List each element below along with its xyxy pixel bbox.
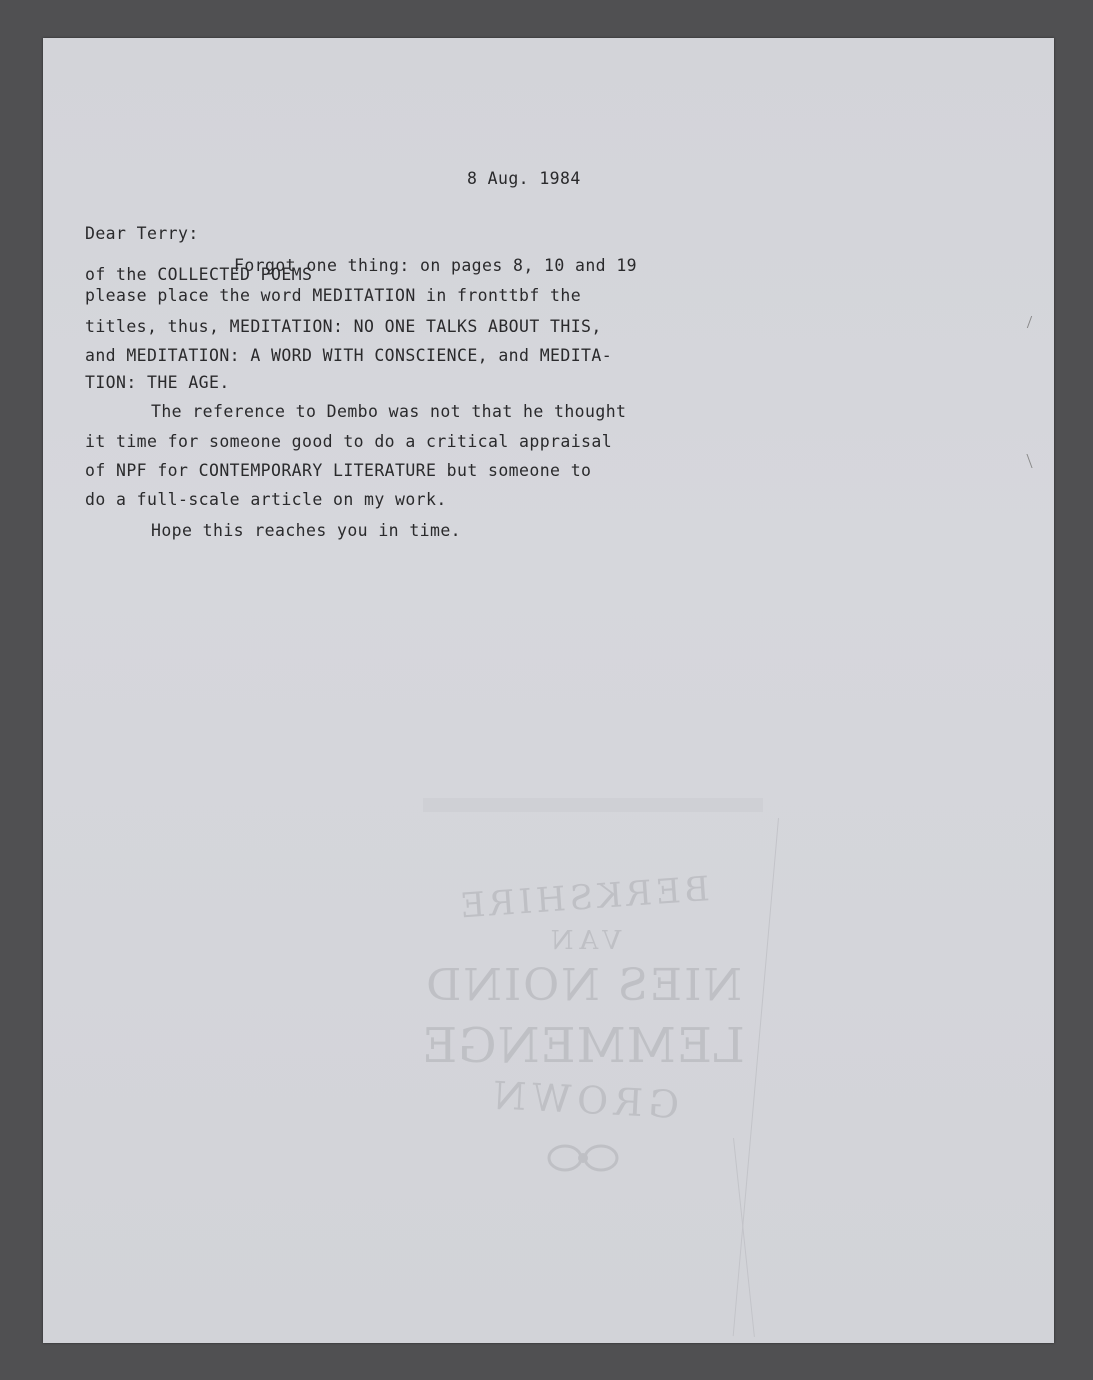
paragraph-1-line-1: of the COLLECTED POEMS: [85, 265, 313, 284]
letter-date: 8 Aug. 1984: [467, 169, 581, 188]
watermark-line-1: BERKSHIRE: [455, 869, 711, 927]
margin-mark: [1026, 454, 1038, 468]
paragraph-2-line-2: it time for someone good to do a critical appraisal: [85, 432, 613, 451]
paragraph-1-overstrike-line: Forgot one thing: on pages 8, 10 and 19: [234, 256, 638, 275]
watermark-line-3: NIES NOIND: [424, 960, 742, 1011]
salutation: Dear Terry:: [85, 224, 199, 243]
watermark-line-4: LEMMENGE: [421, 1018, 745, 1074]
watermark-line-5: GROWN: [485, 1072, 681, 1128]
paragraph-1-line-4: and MEDITATION: A WORD WITH CONSCIENCE, and MEDITA-: [85, 346, 613, 365]
letter-page: [43, 38, 1054, 1343]
margin-mark: [1019, 316, 1032, 328]
watermark-seal: [403, 868, 763, 1188]
paragraph-1-line-5: TION: THE AGE.: [85, 373, 230, 392]
paragraph-2-line-3: of NPF for CONTEMPORARY LITERATURE but someone to: [85, 461, 592, 480]
paragraph-2-line-4: do a full-scale article on my work.: [85, 490, 447, 509]
paragraph-2-line-1: The reference to Dembo was not that he thought: [151, 402, 627, 421]
paragraph-1-line-3: titles, thus, MEDITATION: NO ONE TALKS ABOUT THIS,: [85, 317, 602, 336]
watermark-faint-band: [423, 798, 763, 812]
paragraph-3-line-1: Hope this reaches you in time.: [151, 521, 462, 540]
paragraph-1-line-2: please place the word MEDITATION in fronttbf the: [85, 286, 582, 305]
watermark-line-2: VAN: [544, 926, 622, 956]
watermark-ornament: [543, 1133, 623, 1183]
